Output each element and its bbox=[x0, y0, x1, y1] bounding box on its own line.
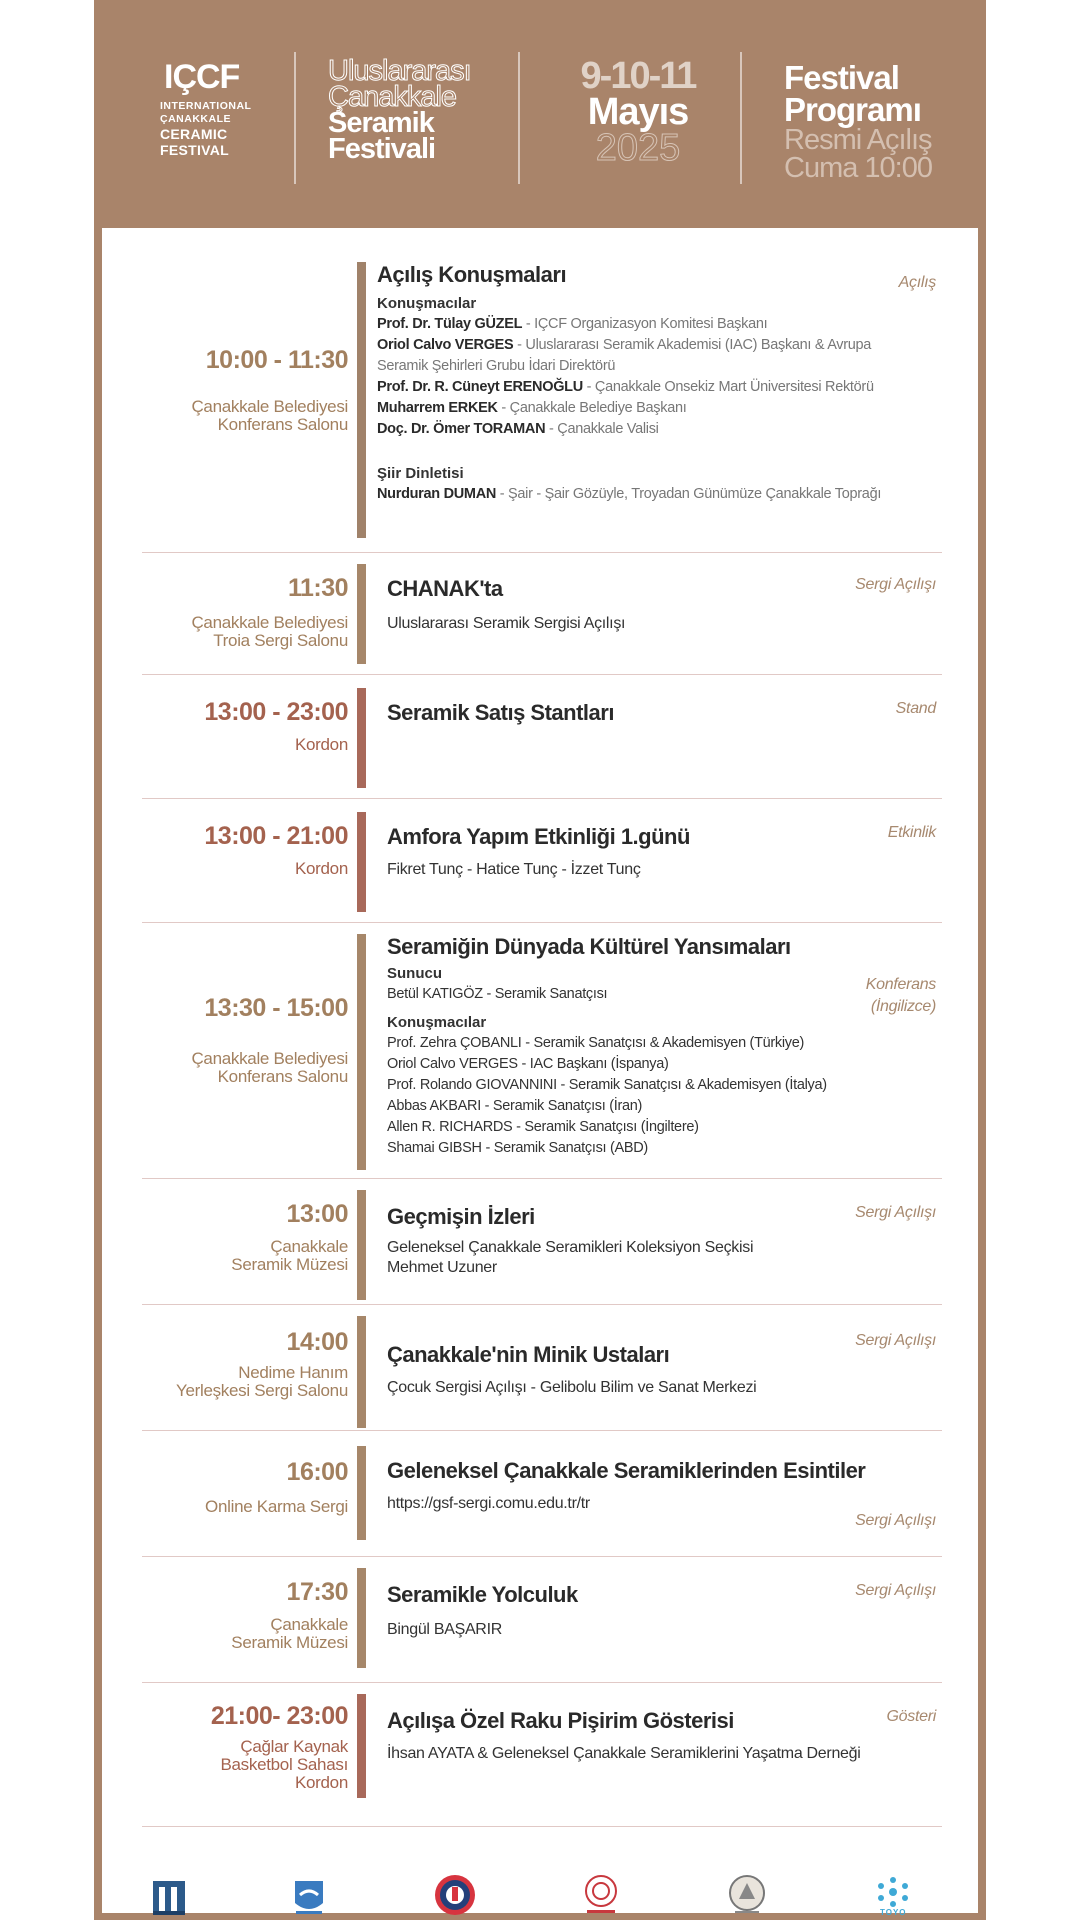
event-title: Seramik Satış Stantları bbox=[387, 700, 614, 725]
event-title: Amfora Yapım Etkinliği 1.günü bbox=[387, 824, 690, 849]
event-time-place: 21:00- 23:00 Çağlar Kaynak Basketbol Sahası Kordon bbox=[128, 1702, 348, 1792]
event-row bbox=[102, 934, 978, 1174]
event-bar bbox=[357, 688, 366, 788]
header bbox=[94, 0, 986, 228]
program-sheet bbox=[102, 228, 978, 1917]
event-tag: Sergi Açılışı bbox=[855, 576, 936, 593]
speaker-line: Prof. Dr. Tülay GÜZEL - IÇCF Organizasyon Komitesi Başkanı bbox=[377, 316, 768, 332]
event-time: 14:00 bbox=[286, 1328, 348, 1356]
event-time-place: 17:30 Çanakkale Seramik Müzesi bbox=[128, 1578, 348, 1652]
event-content: Açılış Konuşmaları Konuşmacılar Prof. Dr. Tülay GÜZEL - IÇCF Organizasyon Komitesi Başkanı Oriol Calvo VERGES - Uluslararası Seramik Akademisi (IAC) Başkanı & Avrupa Seramik Şehirleri Grubu İdari Direktörü Prof. Dr. R. Cüneyt ERENOĞLU - Çanakkale Onsekiz Mart Üniversitesi Rektörü Muharrem ERKEK - Çanakkale Belediye Başkanı Doç. Dr. Ömer TORAMAN - Çanakkale Valisi Şiir Dinletisi Nurduran DUMAN - Şair - Şair Gözüyle, Troyadan Günümüze Çanakkale Toprağı bbox=[377, 262, 937, 505]
event-row bbox=[102, 1316, 978, 1436]
event-bar bbox=[357, 812, 366, 912]
event-place: Çanakkale Belediyesi bbox=[191, 613, 348, 632]
event-bar bbox=[357, 1190, 366, 1300]
speaker-line: Prof. Dr. R. Cüneyt ERENOĞLU - Çanakkale Onsekiz Mart Üniversitesi Rektörü bbox=[377, 379, 874, 395]
logo-text: INTERNATIONAL ÇANAKKALE CERAMIC FESTIVAL bbox=[160, 100, 252, 158]
event-place: Çağlar Kaynak bbox=[240, 1737, 348, 1756]
university-logo bbox=[432, 1872, 478, 1918]
divider bbox=[142, 674, 942, 675]
event-title: CHANAK'ta bbox=[387, 576, 503, 601]
speaker-line: Seramik Şehirleri Grubu İdari Direktörü bbox=[377, 358, 616, 374]
event-bar bbox=[357, 934, 366, 1170]
festival-logo bbox=[160, 60, 270, 158]
event-title: Çanakkale'nin Minik Ustaları bbox=[387, 1342, 670, 1367]
event-description: Çocuk Sergisi Açılışı - Gelibolu Bilim ve Sanat Merkezi bbox=[387, 1379, 757, 1396]
event-title: Seramikle Yolculuk bbox=[387, 1582, 578, 1607]
city-council-logo bbox=[286, 1874, 332, 1920]
event-row bbox=[102, 564, 978, 674]
event-time: 13:00 - 21:00 bbox=[204, 822, 348, 850]
header-divider bbox=[518, 52, 520, 184]
divider bbox=[142, 1430, 942, 1431]
event-link[interactable]: https://gsf-sergi.comu.edu.tr/tr bbox=[387, 1495, 590, 1512]
event-row bbox=[102, 688, 978, 798]
event-tag: Sergi Açılışı bbox=[855, 1332, 936, 1349]
event-content bbox=[387, 1708, 947, 1764]
event-tag: Stand bbox=[895, 700, 936, 717]
event-time: 10:00 - 11:30 bbox=[205, 346, 348, 374]
festival-dates: 9-10-11 Mayıs 2025 bbox=[580, 55, 696, 169]
event-tag: Etkinlik bbox=[887, 824, 936, 841]
event-bar bbox=[357, 1694, 366, 1798]
event-content bbox=[387, 700, 947, 726]
event-bar bbox=[357, 1446, 366, 1540]
event-tag: Konferans (İngilizce) bbox=[865, 976, 936, 1015]
event-bar bbox=[357, 564, 366, 664]
event-place: Çanakkale Belediyesi bbox=[191, 397, 348, 416]
event-tag: Açılış bbox=[898, 274, 936, 291]
event-description: İhsan AYATA & Geleneksel Çanakkale Seramiklerini Yaşatma Derneği bbox=[387, 1745, 861, 1762]
event-tag: Sergi Açılışı bbox=[855, 1582, 936, 1599]
event-content bbox=[387, 1458, 947, 1514]
speaker-line: Abbas AKBARI - Seramik Sanatçısı (İran) bbox=[387, 1098, 643, 1114]
speaker-line: Prof. Zehra ÇOBANLI - Seramik Sanatçısı & Akademisyen (Türkiye) bbox=[387, 1035, 805, 1051]
event-title: Açılış Konuşmaları bbox=[377, 262, 567, 287]
event-row bbox=[102, 262, 978, 547]
event-title: Geleneksel Çanakkale Seramiklerinden Esintiler bbox=[387, 1458, 866, 1483]
poetry-line: Nurduran DUMAN - Şair - Şair Gözüyle, Troyadan Günümüze Çanakkale Toprağı bbox=[377, 486, 882, 502]
divider bbox=[142, 1826, 942, 1827]
speaker-line: Doç. Dr. Ömer TORAMAN - Çanakkale Valisi bbox=[377, 421, 659, 437]
speaker-line: Oriol Calvo VERGES - Uluslararası Seramik Akademisi (IAC) Başkanı & Avrupa bbox=[377, 337, 872, 353]
event-bar bbox=[357, 1316, 366, 1428]
event-time-place: 11:30 Çanakkale Belediyesi Troia Sergi Salonu bbox=[128, 574, 348, 650]
divider bbox=[142, 1682, 942, 1683]
header-divider bbox=[740, 52, 742, 184]
event-time-place: 13:30 - 15:00 Çanakkale Belediyesi Konferans Salonu bbox=[128, 994, 348, 1086]
event-row bbox=[102, 1694, 978, 1804]
divider bbox=[142, 1556, 942, 1557]
event-time-place: 14:00 Nedime Hanım Yerleşkesi Sergi Salonu bbox=[128, 1328, 348, 1400]
speaker-line: Prof. Rolando GIOVANNINI - Seramik Sanatçısı & Akademisyen (İtalya) bbox=[387, 1077, 827, 1093]
event-title: Açılışa Özel Raku Pişirim Gösterisi bbox=[387, 1708, 734, 1733]
event-bar bbox=[357, 262, 366, 538]
event-tag: Sergi Açılışı bbox=[855, 1512, 936, 1529]
event-tag: Gösteri bbox=[886, 1708, 936, 1725]
divider bbox=[142, 1178, 942, 1179]
event-description: Uluslararası Seramik Sergisi Açılışı bbox=[387, 615, 626, 632]
event-time-place: 13:00 Çanakkale Seramik Müzesi bbox=[128, 1200, 348, 1274]
event-time: 16:00 bbox=[286, 1458, 348, 1486]
event-place: Kordon bbox=[294, 735, 348, 754]
speaker-line: Shamai GIBSH - Seramik Sanatçısı (ABD) bbox=[387, 1140, 648, 1156]
event-row bbox=[102, 1446, 978, 1566]
event-place: Çanakkale bbox=[270, 1237, 348, 1256]
festival-name: Uluslararası Çanakkale Seramik Festivali bbox=[328, 55, 471, 165]
event-bar bbox=[357, 1568, 366, 1668]
event-content: Seramiğin Dünyada Kültürel Yansımaları Sunucu Betül KATIGÖZ - Seramik Sanatçısı Konuşmacılar Prof. Zehra ÇOBANLI - Seramik Sanatçısı & Akademisyen (Türkiye) Oriol Calvo VERGES - IAC Başkanı (İspanya) Prof. Rolando GIOVANNINI - Seramik Sanatçısı & Akademisyen (İtalya) Abbas AKBARI - Seramik Sanatçısı (İran) Allen R. RICHARDS - Seramik Sanatçısı (İngiltere) Shamai GIBSH - Seramik Sanatçısı (ABD) bbox=[387, 934, 947, 1159]
event-time-place bbox=[128, 1458, 348, 1516]
event-place: Çanakkale Belediyesi bbox=[191, 1049, 348, 1068]
event-time: 13:30 - 15:00 bbox=[204, 994, 348, 1022]
event-time: 13:00 - 23:00 bbox=[204, 698, 348, 726]
event-description: Fikret Tunç - Hatice Tunç - İzzet Tunç bbox=[387, 861, 641, 878]
event-time: 21:00- 23:00 bbox=[210, 1702, 348, 1730]
speaker-line: Allen R. RICHARDS - Seramik Sanatçısı (İngiltere) bbox=[387, 1119, 699, 1135]
event-time-place bbox=[128, 698, 348, 754]
speaker-line: Muharrem ERKEK - Çanakkale Belediye Başkanı bbox=[377, 400, 687, 416]
event-row bbox=[102, 812, 978, 922]
event-description: Geleneksel Çanakkale Seramikleri Koleksiyon Seçkisi bbox=[387, 1239, 754, 1256]
sponsor-logos bbox=[102, 1832, 978, 1917]
event-description: Bingül BAŞARIR bbox=[387, 1621, 502, 1638]
event-time: 13:00 bbox=[286, 1200, 348, 1228]
toyo-label: TOYO bbox=[880, 1908, 907, 1917]
event-place: Çanakkale bbox=[270, 1615, 348, 1634]
event-time-place: 10:00 - 11:30 Çanakkale Belediyesi Konferans Salonu bbox=[128, 346, 348, 434]
event-time: 11:30 bbox=[287, 574, 348, 602]
event-title: Seramiğin Dünyada Kültürel Yansımaları bbox=[387, 934, 791, 959]
logo-mark: IÇCF bbox=[164, 58, 240, 96]
host-line: Betül KATIGÖZ - Seramik Sanatçısı bbox=[387, 986, 608, 1002]
divider bbox=[142, 552, 942, 553]
toyo-logo bbox=[870, 1870, 916, 1916]
divider bbox=[142, 1304, 942, 1305]
event-row bbox=[102, 1568, 978, 1678]
speaker-line: Oriol Calvo VERGES - IAC Başkanı (İspanya) bbox=[387, 1056, 669, 1072]
event-row bbox=[102, 1190, 978, 1310]
event-title: Geçmişin İzleri bbox=[387, 1204, 535, 1229]
poster bbox=[94, 0, 986, 1920]
event-content bbox=[387, 824, 947, 880]
event-time-place bbox=[128, 822, 348, 878]
header-divider bbox=[294, 52, 296, 184]
seal-logo bbox=[724, 1872, 770, 1918]
divider bbox=[142, 922, 942, 923]
program-heading: Festival Programı Resmi Açılış Cuma 10:00 bbox=[784, 59, 932, 184]
divider bbox=[142, 798, 942, 799]
event-place: Online Karma Sergi bbox=[205, 1497, 348, 1516]
event-place: Nedime Hanım bbox=[238, 1363, 348, 1382]
municipality-logo bbox=[146, 1874, 192, 1920]
art-faculty-logo bbox=[578, 1872, 624, 1918]
event-time: 17:30 bbox=[286, 1578, 348, 1606]
event-description: Mehmet Uzuner bbox=[387, 1259, 497, 1276]
event-place: Kordon bbox=[294, 859, 348, 878]
event-tag: Sergi Açılışı bbox=[855, 1204, 936, 1221]
